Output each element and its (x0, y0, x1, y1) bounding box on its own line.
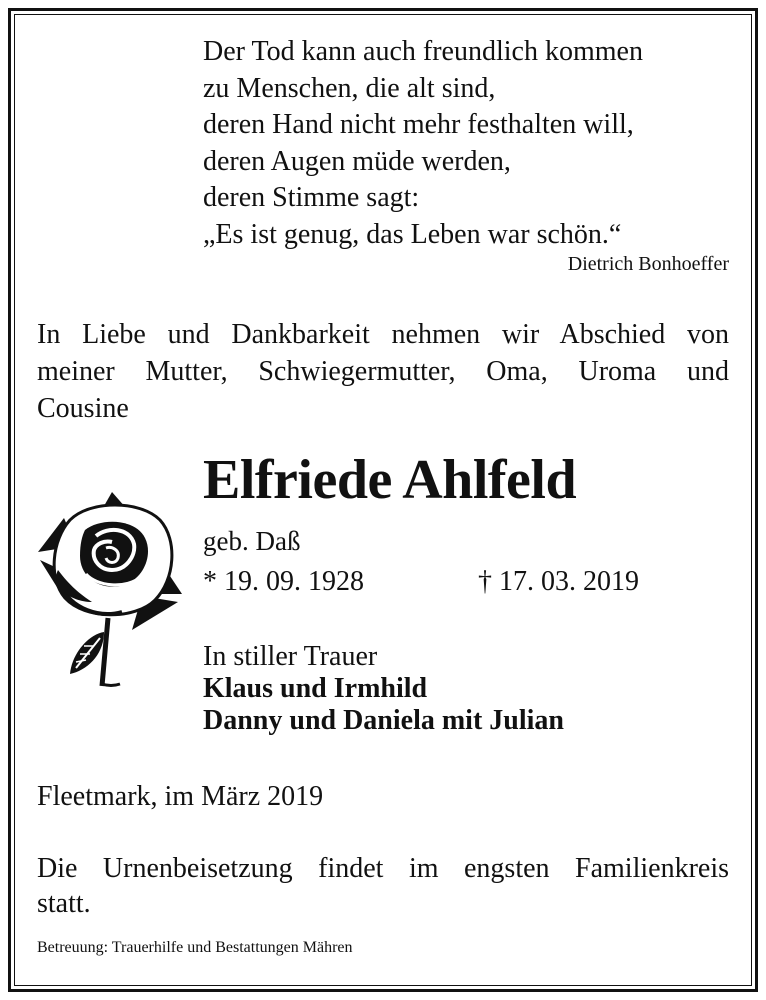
poem-line: „Es ist genug, das Leben war schön.“ (203, 218, 622, 250)
poem (203, 34, 643, 253)
mourner-names: Klaus und Irmhild (203, 673, 428, 704)
mourner-names: Danny und Daniela mit Julian (203, 705, 564, 736)
burial-note-line: statt. (37, 888, 91, 919)
poem-line: Der Tod kann auch freundlich kommen (203, 36, 643, 67)
birth-date: * 19. 09. 1928 (203, 566, 364, 597)
poem-line: deren Stimme sagt: (203, 182, 420, 213)
place-date: Fleetmark, im März 2019 (37, 781, 324, 812)
intro-line: meiner Mutter, Schwiegermutter, Oma, Uroma und (37, 356, 729, 387)
poem-author: Dietrich Bonhoeffer (567, 253, 729, 275)
intro-line: Cousine (37, 393, 129, 424)
deceased-name: Elfriede Ahlfeld (203, 449, 577, 511)
poem-line: deren Augen müde werden, (203, 145, 511, 177)
poem-line: zu Menschen, die alt sind, (203, 72, 496, 104)
burial-note-line: Die Urnenbeisetzung findet im engsten Familienkreis (37, 853, 729, 884)
death-date: † 17. 03. 2019 (478, 566, 639, 597)
rose-icon (30, 490, 190, 690)
intro-text (37, 316, 729, 427)
mourners (203, 641, 564, 737)
intro-line: In Liebe und Dankbarkeit nehmen wir Abschied von (37, 319, 729, 350)
mourners-heading: In stiller Trauer (203, 641, 378, 672)
undertaker-credit: Betreuung: Trauerhilfe und Bestattungen Mähren (37, 939, 353, 956)
poem-line: deren Hand nicht mehr festhalten will, (203, 109, 634, 140)
birth-name: geb. Daß (203, 526, 301, 556)
burial-note (37, 851, 729, 921)
